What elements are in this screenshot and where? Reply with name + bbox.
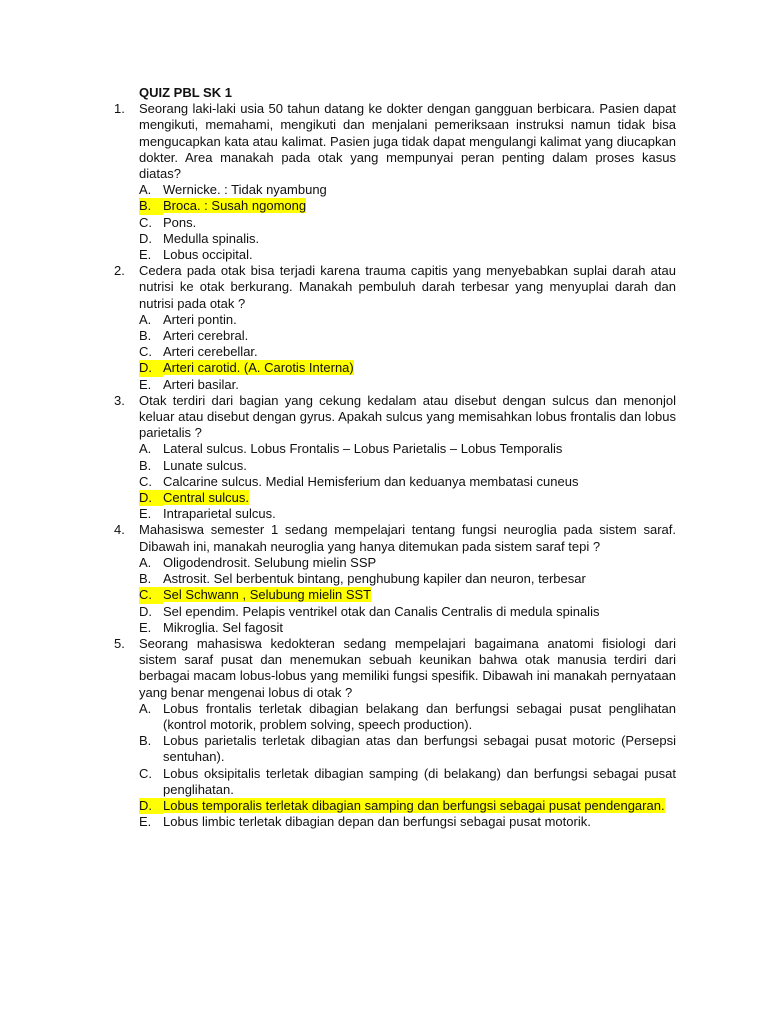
answer-option [139, 458, 676, 474]
question-number: 2. [114, 263, 125, 279]
answer-option [139, 766, 676, 798]
option-letter [139, 701, 163, 717]
answer-option [139, 620, 676, 636]
option-letter [139, 587, 163, 603]
question-item [114, 636, 676, 830]
option-text: Oligodendrosit. Selubung mielin SSP [163, 554, 377, 570]
option-text: Calcarine sulcus. Medial Hemisferium dan keduanya membatasi cuneus [163, 473, 579, 489]
option-letter [139, 441, 163, 457]
option-letter-label: D. [139, 490, 163, 506]
option-text: Arteri pontin. [163, 311, 237, 327]
answer-option-highlighted [139, 490, 676, 506]
option-letter [139, 814, 163, 830]
answer-option [139, 814, 676, 830]
option-text: Mikroglia. Sel fagosit [163, 619, 283, 635]
option-letter [139, 798, 163, 814]
option-letter [139, 458, 163, 474]
question-text: Mahasiswa semester 1 sedang mempelajari tentang fungsi neuroglia pada sistem saraf. Dibawah ini, manakah neuroglia yang hanya ditemukan pada sistem saraf tepi ? [139, 522, 676, 554]
answer-option-highlighted [139, 198, 676, 214]
option-text: Intraparietal sulcus. [163, 506, 276, 522]
option-text: Broca. : Susah ngomong [163, 198, 307, 214]
option-letter-label: D. [139, 798, 163, 814]
document-content [114, 85, 676, 830]
answer-option [139, 506, 676, 522]
option-letter-label: A. [139, 441, 152, 457]
option-letter-label: B. [139, 328, 152, 344]
option-letter-label: C. [139, 473, 152, 489]
question-item [114, 263, 676, 393]
answer-options [139, 555, 676, 636]
answer-option [139, 441, 676, 457]
option-letter-label: B. [139, 457, 152, 473]
answer-option [139, 312, 676, 328]
option-text: Central sulcus. [163, 490, 249, 506]
option-text: Pons. [163, 214, 197, 230]
option-text: Lunate sulcus. [163, 457, 247, 473]
option-text: Arteri carotid. (A. Carotis Interna) [163, 360, 354, 376]
question-number: 3. [114, 392, 125, 408]
option-text: Lobus occipital. [163, 247, 253, 263]
option-text: Astrosit. Sel berbentuk bintang, penghubung kapiler dan neuron, terbesar [163, 571, 586, 587]
question-list [114, 101, 676, 830]
answer-option [139, 182, 676, 198]
answer-option-highlighted [139, 798, 676, 814]
answer-options [139, 312, 676, 393]
option-letter [139, 766, 163, 782]
answer-option [139, 328, 676, 344]
option-text: Wernicke. : Tidak nyambung [163, 182, 327, 198]
answer-options [139, 182, 676, 263]
option-letter-label: A. [139, 311, 152, 327]
question-number: 1. [114, 101, 125, 117]
option-text: Lobus limbic terletak dibagian depan dan berfungsi sebagai pusat motorik. [163, 814, 591, 830]
option-text: Lobus parietalis terletak dibagian atas dan berfungsi sebagai pusat motoric (Persepsi sentuhan). [163, 733, 676, 765]
question-number: 5. [114, 635, 125, 651]
question-item [114, 393, 676, 523]
option-letter-label: C. [139, 765, 152, 781]
option-letter [139, 377, 163, 393]
question-item [114, 101, 676, 263]
option-letter-label: B. [139, 198, 163, 214]
option-letter [139, 620, 163, 636]
option-letter-label: E. [139, 376, 152, 392]
option-letter-label: C. [139, 587, 163, 603]
answer-option [139, 344, 676, 360]
question-text: Seorang mahasiswa kedokteran sedang mempelajari bagaimana anatomi fisiologi dari sistem saraf pusat dan menemukan sebuah keunikan bahwa otak manusia terdiri dari berbagai macam lobus-lobus yang memiliki fungsi spesifik. Dibawah ini manakah pernyataan yang benar mengenai lobus di otak ? [139, 635, 676, 700]
option-letter-label: B. [139, 571, 152, 587]
answer-option [139, 604, 676, 620]
answer-option [139, 701, 676, 733]
option-letter-label: A. [139, 554, 152, 570]
option-text: Sel Schwann , Selubung mielin SST [163, 587, 372, 603]
option-text: Medulla spinalis. [163, 230, 260, 246]
option-text: Arteri cerebellar. [163, 344, 258, 360]
option-letter-label: E. [139, 814, 152, 830]
option-letter [139, 604, 163, 620]
option-text: Sel ependim. Pelapis ventrikel otak dan Canalis Centralis di medula spinalis [163, 603, 600, 619]
answer-options [139, 701, 676, 831]
question-text: Cedera pada otak bisa terjadi karena trauma capitis yang menyebabkan suplai darah atau nutrisi ke otak berkurang. Manakah pembuluh darah terbesar yang menyuplai darah dan nutrisi pada otak ? [139, 263, 676, 311]
question-text: Seorang laki-laki usia 50 tahun datang ke dokter dengan gangguan berbicara. Pasien dapat mengikuti, memahami, mengikuti dan menjalani pemeriksaan instruksi namun tidak bisa mengucapkan kata atau kalimat. Pasien juga tidak dapat mengulangi kalimat yang diucapkan dokter. Area manakah pada otak yang mempunyai peran penting dalam proses kasus diatas? [139, 101, 676, 182]
option-letter [139, 571, 163, 587]
answer-option [139, 231, 676, 247]
answer-option [139, 215, 676, 231]
answer-option-highlighted [139, 587, 676, 603]
option-letter [139, 490, 163, 506]
option-letter [139, 231, 163, 247]
option-letter [139, 328, 163, 344]
option-letter-label: E. [139, 506, 152, 522]
option-letter-label: C. [139, 214, 152, 230]
option-text: Lobus frontalis terletak dibagian belakang dan berfungsi sebagai pusat penglihatan (kontrol motorik, problem solving, speech production). [163, 700, 676, 732]
option-letter-label: B. [139, 733, 152, 749]
option-text: Arteri basilar. [163, 376, 239, 392]
option-letter [139, 555, 163, 571]
option-letter [139, 506, 163, 522]
option-letter-label: D. [139, 230, 152, 246]
question-text: Otak terdiri dari bagian yang cekung kedalam atau disebut dengan sulcus dan menonjol keluar atau disebut dengan gyrus. Apakah sulcus yang memisahkan lobus frontalis dan lobus parietalis ? [139, 392, 676, 441]
option-letter [139, 360, 163, 376]
option-letter [139, 733, 163, 749]
option-text: Lobus temporalis terletak dibagian samping dan berfungsi sebagai pusat pendengaran. [163, 797, 665, 813]
option-letter [139, 344, 163, 360]
option-letter [139, 474, 163, 490]
answer-option [139, 571, 676, 587]
option-letter-label: E. [139, 619, 152, 635]
answer-option [139, 247, 676, 263]
option-letter [139, 215, 163, 231]
option-text: Arteri cerebral. [163, 328, 249, 344]
answer-option [139, 733, 676, 765]
document-title: QUIZ PBL SK 1 [139, 85, 232, 100]
answer-option-highlighted [139, 360, 676, 376]
option-letter [139, 182, 163, 198]
option-letter [139, 198, 163, 214]
option-letter-label: D. [139, 360, 163, 376]
option-letter-label: C. [139, 344, 152, 360]
option-letter-label: A. [139, 182, 152, 198]
answer-option [139, 474, 676, 490]
option-letter [139, 247, 163, 263]
answer-option [139, 377, 676, 393]
option-text: Lobus oksipitalis terletak dibagian samping (di belakang) dan berfungsi sebagai pusat penglihatan. [163, 765, 676, 797]
answer-options [139, 441, 676, 522]
option-letter-label: A. [139, 700, 152, 716]
option-letter-label: E. [139, 247, 152, 263]
question-item [114, 522, 676, 635]
option-letter [139, 312, 163, 328]
question-number: 4. [114, 522, 125, 538]
answer-option [139, 555, 676, 571]
option-text: Lateral sulcus. Lobus Frontalis – Lobus Parietalis – Lobus Temporalis [163, 441, 563, 457]
option-letter-label: D. [139, 603, 152, 619]
